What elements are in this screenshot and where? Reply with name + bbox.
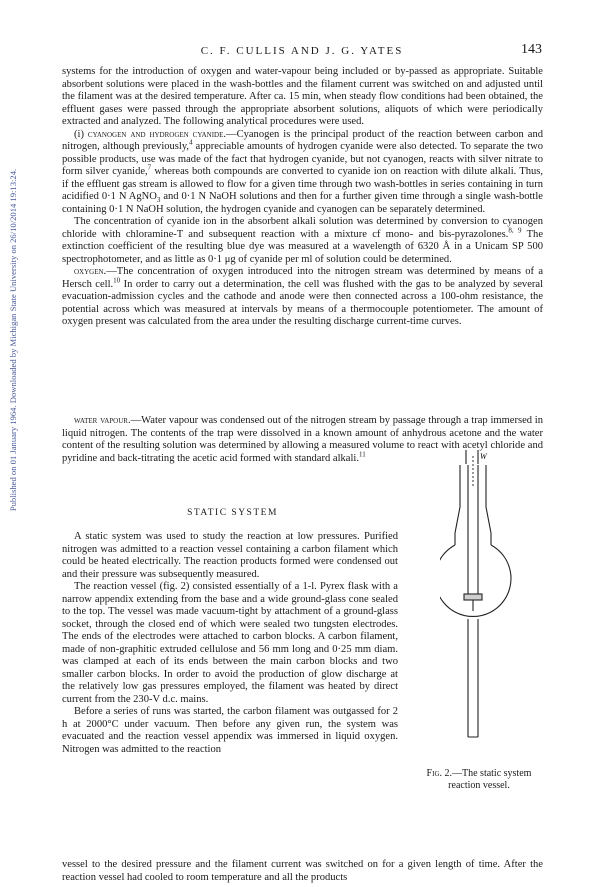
label-w: W	[480, 452, 487, 461]
paragraph-before-runs: Before a series of runs was started, the carbon filament was outgassed for 2 h at 2000°C under vacuum. Then before any given run, the system was evacuated and the reaction vessel appendix was immersed in liquid oxygen. Nitrogen was admitted to the reaction	[62, 706, 398, 755]
figure-caption	[413, 768, 545, 792]
paragraph-water-vapour: water vapour.—Water vapour was condensed out of the nitrogen stream by passage through a trap immersed in liquid nitrogen. The contents of the trap were dissolved in a known amount of anhydrous acetone and the water content of the resulting solution was determined by allowing a measured volume to react with acetyl chloride and pyridine and back-titrating the acetic acid formed with standard alkali.$^{11}$	[62, 415, 543, 464]
ground-glass-cone	[455, 465, 491, 533]
download-watermark-text: Published on 01 January 1964. Downloaded by Michigan State University on 26/10/2014 19:13:24.	[8, 168, 18, 512]
carbon-block	[464, 594, 482, 600]
subscript: 3	[156, 196, 161, 205]
reaction-vessel-figure	[440, 447, 525, 745]
paragraph-before-runs-continued: vessel to the desired pressure and the filament current was switched on for a given length of time. After the reaction vessel had cooled to room temperature and all the products	[62, 859, 543, 883]
paragraph-oxygen: oxygen.—The concentration of oxygen introduced into the nitrogen stream was determined by means of a Hersch cell.$^{10}$ In order to carry out a determination, the cell was flushed with the gas to be analyzed by several evacuation-admission cycles and the cathode and anode were then connected across a 100-ohm resistance, the potential across which was measured at intervals by means of a thermocouple potentiometer. The amount of oxygen present was calculated from the area under the resulting discharge current-time curves.	[62, 266, 543, 327]
paragraph-heading-water: water vapour.	[74, 415, 131, 426]
body-text-bottom	[62, 859, 543, 884]
reference-marker: 10	[113, 275, 121, 284]
reference-marker: 7	[147, 163, 152, 172]
paragraph-intro: systems for the introduction of oxygen and water-vapour being included or by-passed as appropriate. Suitable absorbent solutions were placed in the wash-bottles and the filament current was switched on and adjusted until the filament was at the desired temperature. After ca. 15 min, when steady flow conditions had been obtained, the effluent gases were passed through the appropriate absorbent solutions, aliquots of which were periodically extracted and analyzed. The following analytical procedures were used.	[62, 66, 543, 127]
item-number: (i)	[74, 128, 84, 140]
download-watermark	[6, 95, 20, 585]
body-text-static	[62, 531, 398, 756]
flask-appendix	[468, 619, 478, 737]
paragraph-cyanide-determination: The concentration of cyanide ion in the absorbent alkali solution was determined by conversion to cyanogen chloride with chloramine-T and subsequent reaction with a mixture cf mono- and bis-pyrazolones.$^{8, 9}$ The extinction coefficient of the resulting blue dye was measured at a wavelength of 6320 Å in a Unicam SP 500 spectrophotometer, and as little as 0·1 μg of cyanide per ml of solution could be determined.	[62, 216, 544, 265]
body-text-upper	[62, 66, 543, 329]
section-title: STATIC SYSTEM	[187, 508, 278, 518]
paragraph-heading-oxygen: oxygen.	[74, 266, 107, 277]
paragraph-cyanogen: (i) cyanogen and hydrogen cyanide.—Cyanogen is the principal product of the reaction between carbon and nitrogen, although previously,$^4$ appreciable amounts of hydrogen cyanide were also detected. To separate the two possible products, use was made of the fact that hydrogen cyanide, but not cyanogen, reacts with silver nitrate to form silver cyanide,$^7$ whereas both compounds are converted to cyanide ion on reaction with dilute alkali. Thus, if the effluent gas stream is allowed to flow for a given time through two wash-bottles in series containing in turn acidified 0·1 N AgNO$_3$ and 0·1 N NaOH solutions and then for a further given time through a single wash-bottle containing 0·1 N NaOH solution, the hydrogen cyanide and cyanogen can be separately determined.	[62, 128, 543, 215]
reference-marker: 8, 9	[508, 225, 522, 234]
reference-marker: 11	[358, 449, 366, 458]
reference-marker: 4	[189, 138, 193, 147]
paragraph-static-system: A static system was used to study the reaction at low pressures. Purified nitrogen was admitted to a reaction vessel containing a carbon filament which could be heated electrically. The reaction products formed were condensed out and their pressure was subsequently measured.	[62, 531, 398, 580]
flask-neck	[455, 533, 491, 545]
running-header	[62, 42, 542, 61]
flask-bulb	[440, 545, 511, 616]
running-header-authors: C. F. CULLIS AND J. G. YATES	[200, 45, 404, 57]
page-number: 143	[521, 42, 542, 57]
figure-caption-number: Fig. 2.	[426, 768, 452, 779]
paragraph-reaction-vessel: The reaction vessel (fig. 2) consisted essentially of a 1-l. Pyrex flask with a narrow appendix extending from the base and a wide ground-glass cone sealed to the top. The vessel was made vacuum-tight by attachment of a ground-glass socket, through the closed end of which were sealed two tungsten electrodes. The ends of the electrodes were attached to carbon blocks. A carbon filament, made of non-graphitic extruded cellulose and 56 mm long and 0·25 mm diam. was clamped at each of its ends between the main carbon blocks and two smaller carbon blocks. In order to avoid the production of glow discharge at the relatively low gas pressures employed, the filament was heated by direct current from the 230-V d.c. mains.	[62, 581, 398, 705]
paragraph-heading-cyanogen: cyanogen and hydrogen cyanide.	[87, 128, 227, 140]
figure-caption-text: —The static system reaction vessel.	[448, 768, 532, 791]
top-tube	[466, 450, 478, 464]
